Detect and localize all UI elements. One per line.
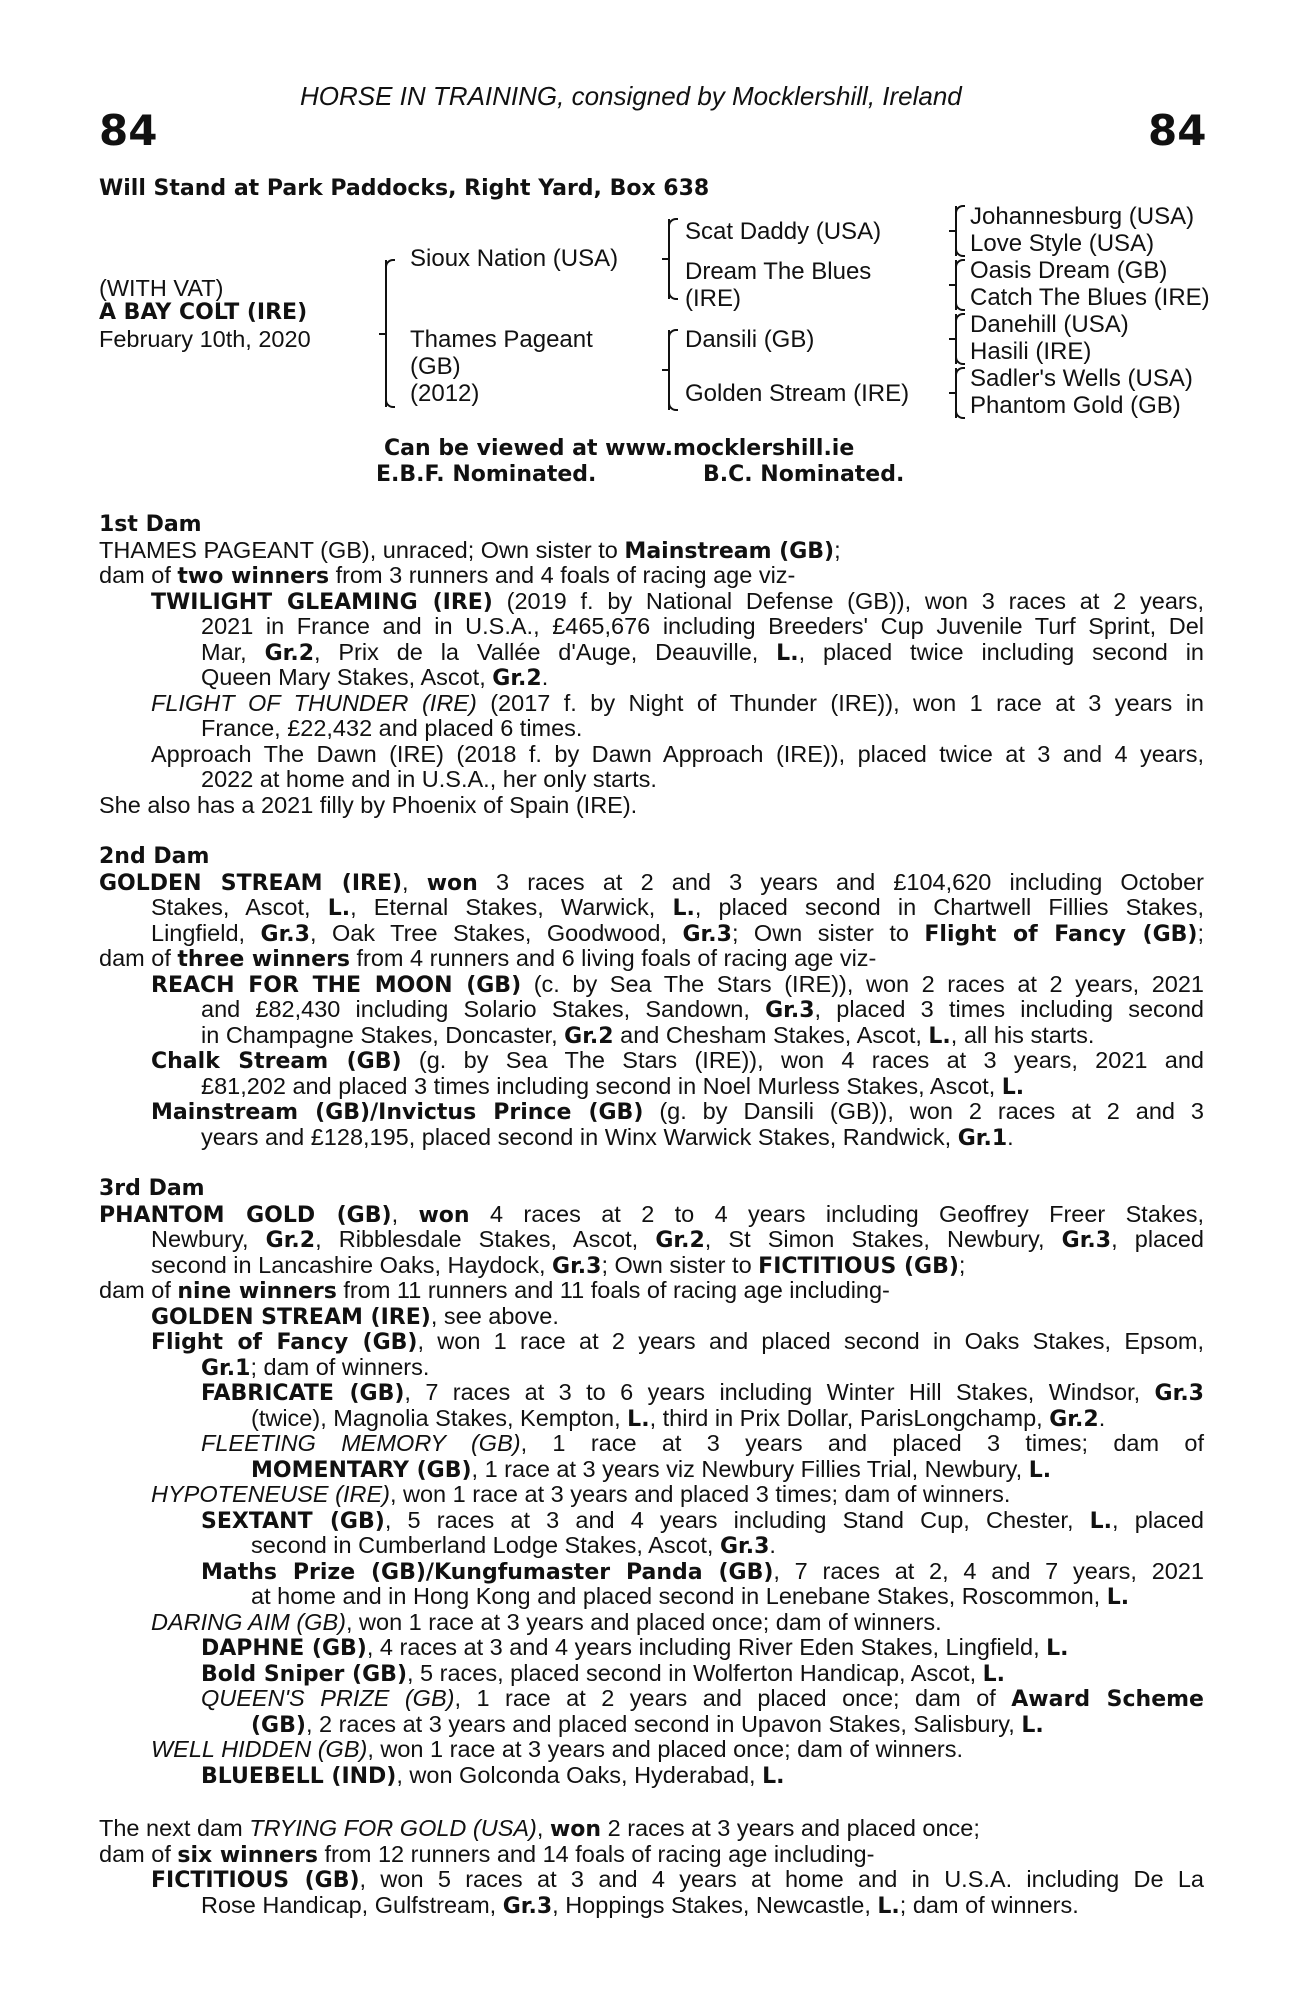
second-dam-progeny: Mainstream (GB)/Invictus Prince (GB) (g. by Dansili (GB)), won 2 races at 2 and 3 bbox=[151, 1098, 1204, 1125]
third-dam-progeny: SEXTANT (GB), 5 races at 3 and 4 years including Stand Cup, Chester, L., placed bbox=[201, 1506, 1204, 1534]
third-dam-progeny: Maths Prize (GB)/Kungfumaster Panda (GB), 7 races at 2, 4 and 7 years, 2021 bbox=[201, 1557, 1204, 1585]
pedigree-brace-g3-3-tip bbox=[949, 338, 957, 340]
second-dam-progeny: and £82,430 including Solario Stakes, Sandown, Gr.3, placed 3 times including second bbox=[201, 996, 1204, 1023]
pedigree-brace-g3-1-tip bbox=[949, 230, 957, 232]
first-dam-progeny: 2022 at home and in U.S.A., her only starts. bbox=[201, 766, 657, 792]
horse-foaled: February 10th, 2020 bbox=[99, 326, 311, 352]
first-dam-progeny: Queen Mary Stakes, Ascot, Gr.2. bbox=[201, 664, 549, 691]
first-dam-progeny: France, £22,432 and placed 6 times. bbox=[201, 715, 583, 741]
pedigree-dam-line-2: (GB) bbox=[410, 353, 461, 380]
ebf-nominated: E.B.F. Nominated. bbox=[376, 462, 597, 487]
third-dam-progeny: FLEETING MEMORY (GB), 1 race at 3 years and placed 3 times; dam of bbox=[201, 1430, 1204, 1456]
pedigree-dam-line-3: (2012) bbox=[410, 380, 480, 407]
next-dam-progeny: FICTITIOUS (GB), won 5 races at 3 and 4 years at home and in U.S.A. including De La bbox=[151, 1866, 1205, 1893]
first-dam-progeny: 2021 in France and in U.S.A., £465,676 including Breeders' Cup Juvenile Turf Sprint, Del bbox=[201, 613, 1204, 639]
third-dam-progeny: Bold Sniper (GB), 5 races, placed second in Wolferton Handicap, Ascot, L. bbox=[201, 1659, 1006, 1687]
next-dam-line: dam of six winners from 12 runners and 14 foals of racing age including- bbox=[99, 1840, 875, 1868]
third-dam-progeny: BLUEBELL (IND), won Golconda Oaks, Hyderabad, L. bbox=[201, 1761, 785, 1789]
first-dam-title: 1st Dam bbox=[99, 512, 202, 537]
second-dam-progeny: years and £128,195, placed second in Winx Warwick Stakes, Randwick, Gr.1. bbox=[201, 1123, 1014, 1151]
third-dam-line: Newbury, Gr.2, Ribblesdale Stakes, Ascot, Gr.2, St Simon Stakes, Newbury, Gr.3, placed bbox=[151, 1226, 1205, 1253]
pedigree-brace-sire-tip bbox=[662, 258, 670, 260]
third-dam-progeny: DARING AIM (GB), won 1 race at 3 years and placed once; dam of winners. bbox=[151, 1608, 942, 1635]
pedigree-g3-5: Danehill (USA) bbox=[970, 311, 1129, 338]
first-dam-progeny: TWILIGHT GLEAMING (IRE) (2019 f. by National Defense (GB)), won 3 races at 2 years, bbox=[151, 587, 1204, 615]
pedigree-g3-6: Hasili (IRE) bbox=[970, 338, 1092, 365]
pedigree-g3-4: Catch The Blues (IRE) bbox=[970, 284, 1210, 311]
third-dam-progeny: (GB), 2 races at 3 years and placed second in Upavon Stakes, Salisbury, L. bbox=[251, 1710, 1044, 1738]
consignment-header: HORSE IN TRAINING, consigned by Mocklershill, Ireland bbox=[300, 81, 962, 111]
third-dam-progeny: WELL HIDDEN (GB), won 1 race at 3 years and placed once; dam of winners. bbox=[151, 1736, 963, 1762]
third-dam-section bbox=[99, 1176, 1204, 1788]
third-dam-progeny: (twice), Magnolia Stakes, Kempton, L., third in Prix Dollar, ParisLongchamp, Gr.2. bbox=[251, 1404, 1106, 1432]
third-dam-progeny: DAPHNE (GB), 4 races at 3 and 4 years including River Eden Stakes, Lingfield, L. bbox=[201, 1634, 1069, 1661]
third-dam-line: second in Lancashire Oaks, Haydock, Gr.3; Own sister to FICTITIOUS (GB); bbox=[151, 1251, 966, 1279]
second-dam-section bbox=[99, 844, 1204, 1150]
lot-number-left: 84 bbox=[99, 106, 158, 155]
pedigree-dam-line-1: Thames Pageant bbox=[410, 326, 593, 353]
pedigree-sire-dam-line-2: (IRE) bbox=[685, 285, 741, 312]
first-dam-progeny: FLIGHT OF THUNDER (IRE) (2017 f. by Night of Thunder (IRE)), won 1 race at 3 years in bbox=[151, 689, 1204, 716]
second-dam-progeny: £81,202 and placed 3 times including second in Noel Murless Stakes, Ascot, L. bbox=[201, 1072, 1025, 1100]
third-dam-progeny: Gr.1; dam of winners. bbox=[201, 1353, 430, 1381]
third-dam-line: PHANTOM GOLD (GB), won 4 races at 2 to 4 years including Geoffrey Freer Stakes, bbox=[99, 1200, 1204, 1228]
third-dam-progeny: second in Cumberland Lodge Stakes, Ascot, Gr.3. bbox=[251, 1532, 776, 1559]
pedigree-brace-g3-4-tip bbox=[949, 392, 957, 394]
third-dam-line: dam of nine winners from 11 runners and 11 foals of racing age including- bbox=[99, 1277, 890, 1304]
second-dam-line: Stakes, Ascot, L., Eternal Stakes, Warwick, L., placed second in Chartwell Fillies Stakes, bbox=[151, 894, 1204, 921]
pedigree-brace-dam-tip bbox=[662, 369, 670, 371]
third-dam-progeny: Flight of Fancy (GB), won 1 race at 2 years and placed second in Oaks Stakes, Epsom, bbox=[151, 1328, 1204, 1355]
first-dam-section bbox=[99, 512, 1204, 818]
second-dam-title: 2nd Dam bbox=[99, 844, 210, 869]
pedigree-dam-dam: Golden Stream (IRE) bbox=[685, 380, 910, 407]
pedigree-sire-sire: Scat Daddy (USA) bbox=[685, 218, 882, 245]
pedigree-brace-g3-2-tip bbox=[949, 284, 957, 286]
pedigree-g3-3: Oasis Dream (GB) bbox=[970, 257, 1168, 284]
second-dam-line: dam of three winners from 4 runners and 6 living foals of racing age viz- bbox=[99, 945, 877, 972]
first-dam-line: dam of two winners from 3 runners and 4 foals of racing age viz- bbox=[99, 562, 796, 589]
horse-name: A BAY COLT (IRE) bbox=[99, 300, 308, 325]
pedigree-g3-7: Sadler's Wells (USA) bbox=[970, 365, 1193, 392]
pedigree-g3-1: Johannesburg (USA) bbox=[970, 203, 1195, 230]
stand-location: Will Stand at Park Paddocks, Right Yard, Box 638 bbox=[99, 176, 710, 201]
first-dam-line: THAMES PAGEANT (GB), unraced; Own sister to Mainstream (GB); bbox=[99, 536, 841, 564]
pedigree-sire: Sioux Nation (USA) bbox=[410, 245, 619, 272]
third-dam-progeny: MOMENTARY (GB), 1 race at 3 years viz Newbury Fillies Trial, Newbury, L. bbox=[251, 1455, 1052, 1483]
next-dam-line: The next dam TRYING FOR GOLD (USA), won 2 races at 3 years and placed once; bbox=[99, 1815, 980, 1842]
third-dam-progeny: FABRICATE (GB), 7 races at 3 to 6 years including Winter Hill Stakes, Windsor, Gr.3 bbox=[201, 1379, 1204, 1406]
third-dam-progeny: QUEEN'S PRIZE (GB), 1 race at 2 years and placed once; dam of Award Scheme bbox=[201, 1685, 1204, 1712]
pedigree-sire-dam-line-1: Dream The Blues bbox=[685, 258, 872, 285]
vat-note: (WITH VAT) bbox=[99, 275, 224, 301]
first-dam-progeny: Approach The Dawn (IRE) (2018 f. by Dawn Approach (IRE)), placed twice at 3 and 4 years, bbox=[151, 740, 1204, 767]
second-dam-line: Lingfield, Gr.3, Oak Tree Stakes, Goodwood, Gr.3; Own sister to Flight of Fancy (GB); bbox=[151, 919, 1204, 947]
first-dam-progeny: Mar, Gr.2, Prix de la Vallée d'Auge, Deauville, L., placed twice including second in bbox=[201, 638, 1204, 666]
pedigree-g3-2: Love Style (USA) bbox=[970, 230, 1155, 257]
pedigree-g3-8: Phantom Gold (GB) bbox=[970, 392, 1181, 419]
pedigree-brace-tip bbox=[379, 333, 387, 335]
third-dam-progeny: GOLDEN STREAM (IRE), see above. bbox=[151, 1302, 559, 1330]
bc-nominated: B.C. Nominated. bbox=[703, 462, 905, 487]
third-dam-title: 3rd Dam bbox=[99, 1176, 205, 1201]
second-dam-progeny: in Champagne Stakes, Doncaster, Gr.2 and Chesham Stakes, Ascot, L., all his starts. bbox=[201, 1021, 1095, 1049]
third-dam-progeny: HYPOTENEUSE (IRE), won 1 race at 3 years and placed 3 times; dam of winners. bbox=[151, 1481, 1011, 1507]
second-dam-line: GOLDEN STREAM (IRE), won 3 races at 2 and 3 years and £104,620 including October bbox=[99, 868, 1205, 896]
first-dam-line: She also has a 2021 filly by Phoenix of Spain (IRE). bbox=[99, 791, 638, 818]
next-dam-section bbox=[99, 1816, 1204, 1918]
viewing-website: Can be viewed at www.mocklershill.ie bbox=[384, 436, 855, 461]
lot-number-right: 84 bbox=[1148, 106, 1207, 155]
second-dam-progeny: Chalk Stream (GB) (g. by Sea The Stars (IRE)), won 4 races at 3 years, 2021 and bbox=[151, 1047, 1204, 1074]
third-dam-progeny: at home and in Hong Kong and placed second in Lenebane Stakes, Roscommon, L. bbox=[251, 1583, 1130, 1610]
second-dam-progeny: REACH FOR THE MOON (GB) (c. by Sea The Stars (IRE)), won 2 races at 2 years, 2021 bbox=[151, 970, 1204, 998]
next-dam-progeny: Rose Handicap, Gulfstream, Gr.3, Hoppings Stakes, Newcastle, L.; dam of winners. bbox=[201, 1891, 1079, 1919]
pedigree-dam-sire: Dansili (GB) bbox=[685, 326, 815, 353]
